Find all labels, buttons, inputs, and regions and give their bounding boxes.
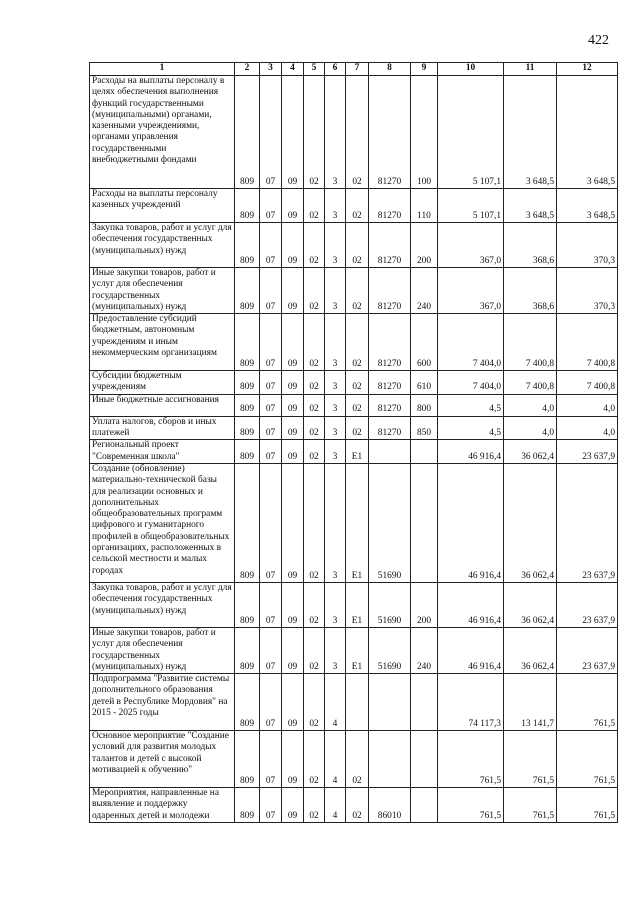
expense-type-code: 110: [411, 189, 438, 223]
amount-year-1: 761,5: [438, 788, 504, 823]
chapter-code: 809: [235, 731, 260, 788]
page-number: 422: [588, 33, 609, 48]
expense-type-code: [411, 788, 438, 823]
subsection-code: 09: [282, 440, 304, 464]
chapter-code: 809: [235, 394, 260, 416]
table-row: [90, 268, 618, 314]
subprogram-code: 3: [325, 223, 346, 268]
amount-year-3: 23 637,9: [557, 440, 618, 464]
chapter-code: 809: [235, 223, 260, 268]
chapter-code: 809: [235, 76, 260, 189]
item-name: Создание (обновление) материально-технической базы для реализации основных и дополнительных общеобразовательных программ цифрового и гуманитарного профилей в общеобразовательных организациях, расположенных в сельской местности и малых городах: [90, 463, 235, 582]
subsection-code: 09: [282, 189, 304, 223]
table-row: [90, 416, 618, 440]
direction-code: [369, 731, 411, 788]
item-name: Мероприятия, направленные на выявление и поддержку одаренных детей и молодежи: [90, 788, 235, 823]
column-header: 7: [346, 63, 369, 76]
expense-type-code: 610: [411, 371, 438, 395]
event-code: 02: [346, 788, 369, 823]
subprogram-code: 3: [325, 371, 346, 395]
section-code: 07: [260, 463, 282, 582]
item-name: Предоставление субсидий бюджетным, автономным учреждениям и иным некоммерческим организациям: [90, 314, 235, 371]
program-code: 02: [304, 674, 325, 731]
section-code: 07: [260, 314, 282, 371]
column-header: 11: [504, 63, 557, 76]
section-code: 07: [260, 394, 282, 416]
table-header-row: [90, 63, 618, 76]
direction-code: 51690: [369, 463, 411, 582]
direction-code: 81270: [369, 314, 411, 371]
item-name: Расходы на выплаты персоналу в целях обеспечения выполнения функций государственными (муниципальными) органами, казенными учреждениями, органами управления государственными внебюджетными фондами: [90, 76, 235, 189]
expense-type-code: 200: [411, 223, 438, 268]
amount-year-3: 370,3: [557, 268, 618, 314]
subprogram-code: 3: [325, 627, 346, 673]
subsection-code: 09: [282, 223, 304, 268]
amount-year-3: 3 648,5: [557, 76, 618, 189]
program-code: 02: [304, 394, 325, 416]
column-header: 6: [325, 63, 346, 76]
budget-table: [89, 62, 618, 823]
column-header: 9: [411, 63, 438, 76]
column-header: 3: [260, 63, 282, 76]
table-row: [90, 189, 618, 223]
amount-year-1: 46 916,4: [438, 440, 504, 464]
subprogram-code: 3: [325, 582, 346, 627]
direction-code: 81270: [369, 223, 411, 268]
item-name: Основное мероприятие "Создание условий для развития молодых талантов и детей с высокой мотивацией к обучению": [90, 731, 235, 788]
item-name: Расходы на выплаты персоналу казенных учреждений: [90, 189, 235, 223]
chapter-code: 809: [235, 371, 260, 395]
amount-year-1: 761,5: [438, 731, 504, 788]
amount-year-3: 370,3: [557, 223, 618, 268]
table-row: [90, 582, 618, 627]
amount-year-1: 5 107,1: [438, 76, 504, 189]
expense-type-code: [411, 731, 438, 788]
subprogram-code: 4: [325, 731, 346, 788]
amount-year-1: 7 404,0: [438, 314, 504, 371]
amount-year-2: 3 648,5: [504, 189, 557, 223]
subsection-code: 09: [282, 674, 304, 731]
subsection-code: 09: [282, 788, 304, 823]
expense-type-code: 850: [411, 416, 438, 440]
amount-year-3: 4,0: [557, 416, 618, 440]
expense-type-code: 200: [411, 582, 438, 627]
subprogram-code: 3: [325, 416, 346, 440]
direction-code: 81270: [369, 76, 411, 189]
direction-code: 81270: [369, 268, 411, 314]
section-code: 07: [260, 440, 282, 464]
section-code: 07: [260, 416, 282, 440]
direction-code: 81270: [369, 189, 411, 223]
program-code: 02: [304, 371, 325, 395]
subsection-code: 09: [282, 76, 304, 189]
subsection-code: 09: [282, 268, 304, 314]
direction-code: 51690: [369, 627, 411, 673]
amount-year-2: 7 400,8: [504, 371, 557, 395]
event-code: 02: [346, 268, 369, 314]
amount-year-2: 368,6: [504, 223, 557, 268]
amount-year-3: 23 637,9: [557, 627, 618, 673]
table-row: [90, 440, 618, 464]
amount-year-3: 761,5: [557, 674, 618, 731]
chapter-code: 809: [235, 314, 260, 371]
subprogram-code: 4: [325, 674, 346, 731]
subprogram-code: 3: [325, 76, 346, 189]
subprogram-code: 3: [325, 189, 346, 223]
expense-type-code: 800: [411, 394, 438, 416]
expense-type-code: [411, 463, 438, 582]
direction-code: 81270: [369, 416, 411, 440]
item-name: Уплата налогов, сборов и иных платежей: [90, 416, 235, 440]
program-code: 02: [304, 440, 325, 464]
column-header: 5: [304, 63, 325, 76]
subprogram-code: 3: [325, 440, 346, 464]
amount-year-2: 7 400,8: [504, 314, 557, 371]
subsection-code: 09: [282, 582, 304, 627]
event-code: 02: [346, 731, 369, 788]
chapter-code: 809: [235, 268, 260, 314]
amount-year-3: 7 400,8: [557, 371, 618, 395]
program-code: 02: [304, 268, 325, 314]
amount-year-2: 36 062,4: [504, 463, 557, 582]
amount-year-2: 4,0: [504, 394, 557, 416]
table-row: [90, 731, 618, 788]
event-code: 02: [346, 189, 369, 223]
program-code: 02: [304, 627, 325, 673]
subprogram-code: 3: [325, 268, 346, 314]
direction-code: [369, 674, 411, 731]
amount-year-1: 367,0: [438, 268, 504, 314]
section-code: 07: [260, 674, 282, 731]
amount-year-2: 368,6: [504, 268, 557, 314]
event-code: E1: [346, 627, 369, 673]
amount-year-2: 36 062,4: [504, 582, 557, 627]
table-row: [90, 788, 618, 823]
program-code: 02: [304, 582, 325, 627]
program-code: 02: [304, 416, 325, 440]
amount-year-1: 4,5: [438, 394, 504, 416]
event-code: 02: [346, 394, 369, 416]
program-code: 02: [304, 314, 325, 371]
amount-year-1: 4,5: [438, 416, 504, 440]
amount-year-3: 3 648,5: [557, 189, 618, 223]
chapter-code: 809: [235, 582, 260, 627]
section-code: 07: [260, 371, 282, 395]
column-header: 10: [438, 63, 504, 76]
direction-code: 86010: [369, 788, 411, 823]
event-code: 02: [346, 371, 369, 395]
direction-code: 81270: [369, 371, 411, 395]
subprogram-code: 3: [325, 314, 346, 371]
direction-code: 51690: [369, 582, 411, 627]
chapter-code: 809: [235, 189, 260, 223]
column-header: 2: [235, 63, 260, 76]
table-row: [90, 627, 618, 673]
amount-year-1: 5 107,1: [438, 189, 504, 223]
amount-year-2: 36 062,4: [504, 440, 557, 464]
item-name: Иные бюджетные ассигнования: [90, 394, 235, 416]
chapter-code: 809: [235, 440, 260, 464]
program-code: 02: [304, 223, 325, 268]
section-code: 07: [260, 76, 282, 189]
program-code: 02: [304, 463, 325, 582]
column-header: 12: [557, 63, 618, 76]
section-code: 07: [260, 788, 282, 823]
amount-year-3: 761,5: [557, 731, 618, 788]
item-name: Подпрограмма "Развитие системы дополнительного образования детей в Республике Мордовия" на 2015 - 2025 годы: [90, 674, 235, 731]
amount-year-3: 761,5: [557, 788, 618, 823]
amount-year-2: 36 062,4: [504, 627, 557, 673]
amount-year-2: 13 141,7: [504, 674, 557, 731]
program-code: 02: [304, 76, 325, 189]
subprogram-code: 3: [325, 463, 346, 582]
section-code: 07: [260, 582, 282, 627]
direction-code: [369, 440, 411, 464]
column-header: 4: [282, 63, 304, 76]
subprogram-code: 3: [325, 394, 346, 416]
table-row: [90, 76, 618, 189]
amount-year-2: 4,0: [504, 416, 557, 440]
event-code: E1: [346, 440, 369, 464]
event-code: E1: [346, 582, 369, 627]
subsection-code: 09: [282, 371, 304, 395]
table-row: [90, 223, 618, 268]
chapter-code: 809: [235, 463, 260, 582]
table-row: [90, 463, 618, 582]
section-code: 07: [260, 627, 282, 673]
program-code: 02: [304, 189, 325, 223]
event-code: [346, 674, 369, 731]
amount-year-1: 46 916,4: [438, 582, 504, 627]
column-header: 8: [369, 63, 411, 76]
section-code: 07: [260, 189, 282, 223]
chapter-code: 809: [235, 788, 260, 823]
event-code: 02: [346, 314, 369, 371]
amount-year-3: 7 400,8: [557, 314, 618, 371]
amount-year-1: 46 916,4: [438, 627, 504, 673]
item-name: Региональный проект "Современная школа": [90, 440, 235, 464]
subsection-code: 09: [282, 394, 304, 416]
subsection-code: 09: [282, 314, 304, 371]
section-code: 07: [260, 268, 282, 314]
program-code: 02: [304, 731, 325, 788]
event-code: 02: [346, 76, 369, 189]
item-name: Закупка товаров, работ и услуг для обеспечения государственных (муниципальных) нужд: [90, 223, 235, 268]
section-code: 07: [260, 731, 282, 788]
subsection-code: 09: [282, 731, 304, 788]
table-row: [90, 394, 618, 416]
amount-year-1: 367,0: [438, 223, 504, 268]
event-code: 02: [346, 223, 369, 268]
item-name: Иные закупки товаров, работ и услуг для обеспечения государственных (муниципальных) нужд: [90, 268, 235, 314]
expense-type-code: 600: [411, 314, 438, 371]
item-name: Иные закупки товаров, работ и услуг для обеспечения государственных (муниципальных) нужд: [90, 627, 235, 673]
expense-type-code: 240: [411, 627, 438, 673]
expense-type-code: [411, 440, 438, 464]
expense-type-code: 100: [411, 76, 438, 189]
direction-code: 81270: [369, 394, 411, 416]
table-row: [90, 314, 618, 371]
subsection-code: 09: [282, 416, 304, 440]
chapter-code: 809: [235, 627, 260, 673]
subprogram-code: 4: [325, 788, 346, 823]
table-row: [90, 674, 618, 731]
amount-year-3: 4,0: [557, 394, 618, 416]
table-body: [90, 76, 618, 823]
amount-year-1: 7 404,0: [438, 371, 504, 395]
column-header: 1: [90, 63, 235, 76]
subsection-code: 09: [282, 463, 304, 582]
amount-year-3: 23 637,9: [557, 582, 618, 627]
table-row: [90, 371, 618, 395]
chapter-code: 809: [235, 416, 260, 440]
amount-year-2: 761,5: [504, 731, 557, 788]
expense-type-code: [411, 674, 438, 731]
item-name: Закупка товаров, работ и услуг для обеспечения государственных (муниципальных) нужд: [90, 582, 235, 627]
amount-year-2: 3 648,5: [504, 76, 557, 189]
amount-year-3: 23 637,9: [557, 463, 618, 582]
amount-year-2: 761,5: [504, 788, 557, 823]
amount-year-1: 74 117,3: [438, 674, 504, 731]
item-name: Субсидии бюджетным учреждениям: [90, 371, 235, 395]
section-code: 07: [260, 223, 282, 268]
event-code: E1: [346, 463, 369, 582]
chapter-code: 809: [235, 674, 260, 731]
expense-type-code: 240: [411, 268, 438, 314]
subsection-code: 09: [282, 627, 304, 673]
event-code: 02: [346, 416, 369, 440]
amount-year-1: 46 916,4: [438, 463, 504, 582]
program-code: 02: [304, 788, 325, 823]
